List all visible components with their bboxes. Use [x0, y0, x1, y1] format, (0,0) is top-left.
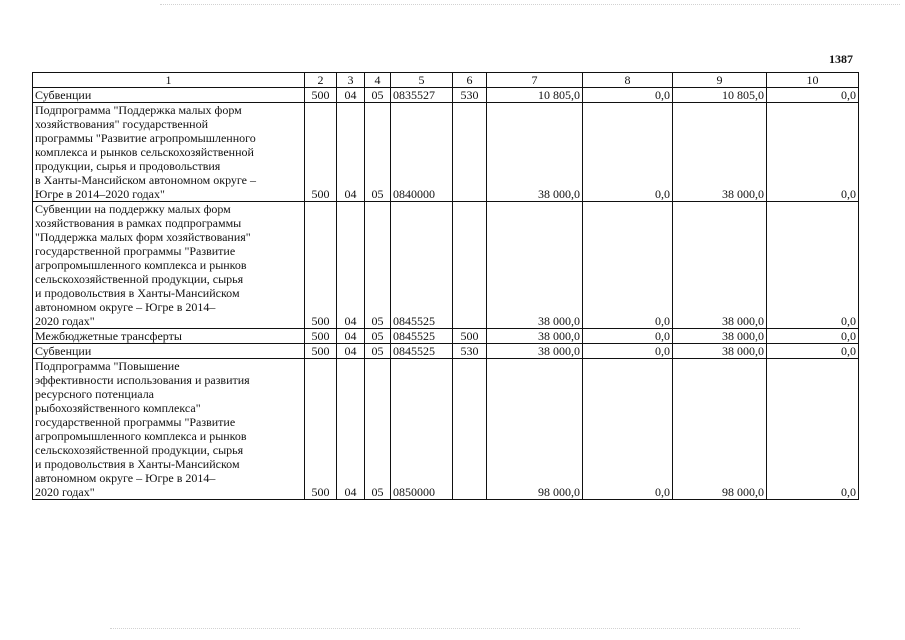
- cell-target: 0845525: [391, 202, 453, 329]
- scan-artifact-bottom: [110, 628, 800, 632]
- cell-subsection: 05: [365, 103, 391, 202]
- cell-amount: 10 805,0: [487, 88, 583, 103]
- cell-type: [453, 103, 487, 202]
- table-row: [33, 344, 859, 359]
- budget-table: [32, 72, 859, 500]
- cell-amount: 38 000,0: [487, 202, 583, 329]
- cell-subsection: 05: [365, 88, 391, 103]
- cell-amount: 38 000,0: [673, 344, 767, 359]
- row-name: Межбюджетные трансферты: [33, 329, 305, 344]
- cell-subsection: 05: [365, 359, 391, 500]
- table-header-row: [33, 73, 859, 88]
- cell-amount: 0,0: [767, 344, 859, 359]
- table-row: [33, 202, 859, 329]
- scan-artifact-top: [160, 4, 900, 8]
- column-header: 7: [487, 73, 583, 88]
- cell-subsection: 05: [365, 344, 391, 359]
- page-number: 1387: [829, 52, 853, 66]
- cell-section: 04: [337, 103, 365, 202]
- row-name: Субвенции: [33, 88, 305, 103]
- cell-amount: 10 805,0: [673, 88, 767, 103]
- cell-amount: 38 000,0: [487, 103, 583, 202]
- cell-type: [453, 359, 487, 500]
- cell-amount: 0,0: [583, 329, 673, 344]
- row-name: Подпрограмма "Поддержка малых форм хозяйствования" государственной программы "Развитие агропромышленного комплекса и рынков сельскохозяйственной продукции, сырья и продовольствия в Ханты-Мансийском автономном округе – Югре в 2014–2020 годах": [33, 103, 305, 202]
- cell-code: 500: [305, 329, 337, 344]
- row-name: Подпрограмма "Повышение эффективности использования и развития ресурсного потенциала рыбохозяйственного комплекса" государственной программы "Развитие агропромышленного комплекса и рынков сельскохозяйственной продукции, сырья и продовольствия в Ханты-Мансийском автономном округе – Югре в 2014– 2020 годах": [33, 359, 305, 500]
- cell-type: 500: [453, 329, 487, 344]
- cell-subsection: 05: [365, 329, 391, 344]
- cell-amount: 98 000,0: [487, 359, 583, 500]
- cell-section: 04: [337, 88, 365, 103]
- cell-amount: 0,0: [767, 202, 859, 329]
- cell-target: 0840000: [391, 103, 453, 202]
- cell-amount: 0,0: [583, 88, 673, 103]
- cell-section: 04: [337, 329, 365, 344]
- cell-section: 04: [337, 359, 365, 500]
- row-name: Субвенции на поддержку малых форм хозяйствования в рамках подпрограммы "Поддержка малых форм хозяйствования" государственной программы "Развитие агропромышленного комплекса и рынков сельскохозяйственной продукции, сырья и продовольствия в Ханты-Мансийском автономном округе – Югре в 2014– 2020 годах": [33, 202, 305, 329]
- cell-type: 530: [453, 344, 487, 359]
- column-header: 10: [767, 73, 859, 88]
- table-row: [33, 359, 859, 500]
- column-header: 5: [391, 73, 453, 88]
- cell-code: 500: [305, 88, 337, 103]
- cell-amount: 38 000,0: [487, 329, 583, 344]
- row-name: Субвенции: [33, 344, 305, 359]
- column-header: 4: [365, 73, 391, 88]
- cell-target: 0845525: [391, 329, 453, 344]
- column-header: 1: [33, 73, 305, 88]
- cell-amount: 0,0: [767, 359, 859, 500]
- column-header: 6: [453, 73, 487, 88]
- cell-amount: 38 000,0: [673, 103, 767, 202]
- cell-amount: 38 000,0: [673, 329, 767, 344]
- table-row: [33, 88, 859, 103]
- cell-code: 500: [305, 359, 337, 500]
- cell-target: 0850000: [391, 359, 453, 500]
- cell-type: [453, 202, 487, 329]
- column-header: 2: [305, 73, 337, 88]
- cell-section: 04: [337, 202, 365, 329]
- cell-amount: 38 000,0: [673, 202, 767, 329]
- cell-code: 500: [305, 344, 337, 359]
- cell-amount: 0,0: [583, 202, 673, 329]
- cell-amount: 0,0: [583, 359, 673, 500]
- cell-amount: 0,0: [767, 329, 859, 344]
- column-header: 3: [337, 73, 365, 88]
- cell-target: 0835527: [391, 88, 453, 103]
- table-row: [33, 329, 859, 344]
- cell-amount: 0,0: [583, 103, 673, 202]
- cell-amount: 0,0: [583, 344, 673, 359]
- cell-code: 500: [305, 103, 337, 202]
- cell-amount: 0,0: [767, 103, 859, 202]
- cell-subsection: 05: [365, 202, 391, 329]
- table-row: [33, 103, 859, 202]
- cell-section: 04: [337, 344, 365, 359]
- cell-type: 530: [453, 88, 487, 103]
- cell-amount: 0,0: [767, 88, 859, 103]
- cell-target: 0845525: [391, 344, 453, 359]
- column-header: 8: [583, 73, 673, 88]
- cell-amount: 98 000,0: [673, 359, 767, 500]
- column-header: 9: [673, 73, 767, 88]
- cell-code: 500: [305, 202, 337, 329]
- cell-amount: 38 000,0: [487, 344, 583, 359]
